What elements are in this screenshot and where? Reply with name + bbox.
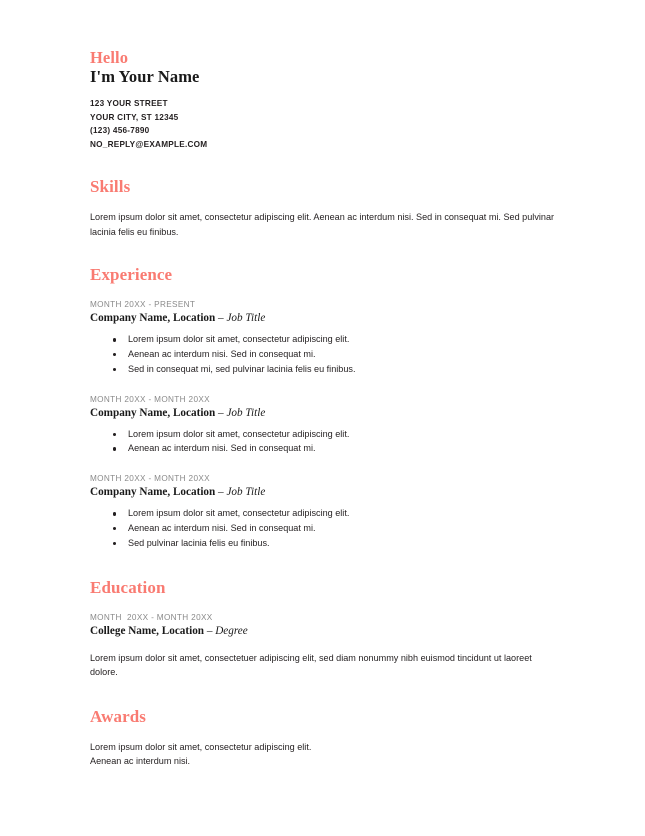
entry-role: Job Title: [226, 312, 266, 325]
awards-line: Lorem ipsum dolor sit amet, consectetur adipiscing elit.: [90, 741, 312, 752]
entry-separator: –: [204, 624, 216, 637]
section-heading-skills: Skills: [90, 177, 131, 196]
section-heading-experience: Experience: [90, 265, 173, 285]
spacer: [90, 680, 556, 707]
entry-heading: [90, 624, 556, 639]
section-heading-awards: Awards: [90, 706, 147, 726]
list-item: Sed in consequat mi, sed pulvinar lacinia felis eu finibus.: [90, 362, 556, 377]
spacer: [90, 456, 556, 472]
experience-entry: [90, 298, 556, 376]
section-skills: [90, 177, 556, 239]
list-item: Lorem ipsum dolor sit amet, consectetur adipiscing elit.: [90, 427, 556, 442]
entry-date: MONTH 20XX - PRESENT: [90, 300, 196, 310]
contact-phone: (123) 456-7890: [90, 126, 150, 135]
header-block: [90, 48, 556, 151]
education-body-text: Lorem ipsum dolor sit amet, consectetuer adipiscing elit, sed diam nonummy nibh euismod tincidunt ut laoreet dolore.: [90, 652, 532, 678]
entry-separator: –: [215, 406, 227, 419]
experience-entry: [90, 472, 556, 550]
entry-heading: [90, 311, 556, 326]
skills-body-text: Lorem ipsum dolor sit amet, consectetur adipiscing elit. Aenean ac interdum nisi. Sed in consequat mi. Sed pulvinar lacinia felis eu finibus.: [90, 212, 555, 237]
entry-date: MONTH 20XX - MONTH 20XX: [90, 394, 210, 404]
spacer: [90, 727, 556, 740]
entry-heading: [90, 406, 556, 421]
contact-street: 123 YOUR STREET: [90, 99, 168, 108]
list-item: Aenean ac interdum nisi. Sed in consequat mi.: [90, 521, 556, 536]
spacer: [90, 598, 556, 611]
section-awards: [90, 707, 556, 769]
section-education: [90, 578, 556, 680]
entry-role: Degree: [215, 624, 248, 637]
entry-role: Job Title: [226, 486, 266, 499]
list-item: Aenean ac interdum nisi. Sed in consequat mi.: [90, 347, 556, 362]
entry-date: MONTH 20XX - MONTH 20XX: [90, 612, 213, 622]
spacer: [90, 551, 556, 578]
spacer: [90, 151, 556, 177]
entry-role: Job Title: [226, 406, 266, 419]
entry-bullet-list: [90, 332, 556, 376]
entry-organization: Company Name, Location: [90, 312, 216, 325]
experience-entry: [90, 393, 556, 457]
section-experience: [90, 265, 556, 550]
entry-organization: Company Name, Location: [90, 486, 216, 499]
resume-content-column: [90, 48, 556, 769]
entry-separator: –: [215, 486, 227, 499]
entry-heading: [90, 485, 556, 500]
contact-email: NO_REPLY@EXAMPLE.COM: [90, 139, 208, 149]
list-item: Lorem ipsum dolor sit amet, consectetur adipiscing elit.: [90, 332, 556, 347]
contact-block: [90, 97, 556, 151]
list-item: Aenean ac interdum nisi. Sed in consequat mi.: [90, 441, 556, 456]
spacer: [90, 377, 556, 393]
entry-organization: College Name, Location: [90, 624, 205, 637]
spacer: [90, 639, 556, 651]
education-entry: [90, 611, 556, 639]
section-heading-education: Education: [90, 577, 166, 597]
awards-line: Aenean ac interdum nisi.: [90, 756, 191, 767]
entry-separator: –: [215, 312, 227, 325]
entry-date: MONTH 20XX - MONTH 20XX: [90, 474, 210, 484]
spacer: [90, 239, 556, 265]
page-title: I'm Your Name: [90, 67, 200, 86]
entry-bullet-list: [90, 506, 556, 550]
greeting-text: Hello: [90, 48, 129, 67]
spacer: [90, 285, 556, 298]
spacer: [90, 197, 556, 210]
entry-organization: Company Name, Location: [90, 406, 216, 419]
entry-bullet-list: [90, 427, 556, 457]
list-item: Sed pulvinar lacinia felis eu finibus.: [90, 536, 556, 551]
contact-city-state-zip: YOUR CITY, ST 12345: [90, 112, 179, 122]
list-item: Lorem ipsum dolor sit amet, consectetur adipiscing elit.: [90, 506, 556, 521]
